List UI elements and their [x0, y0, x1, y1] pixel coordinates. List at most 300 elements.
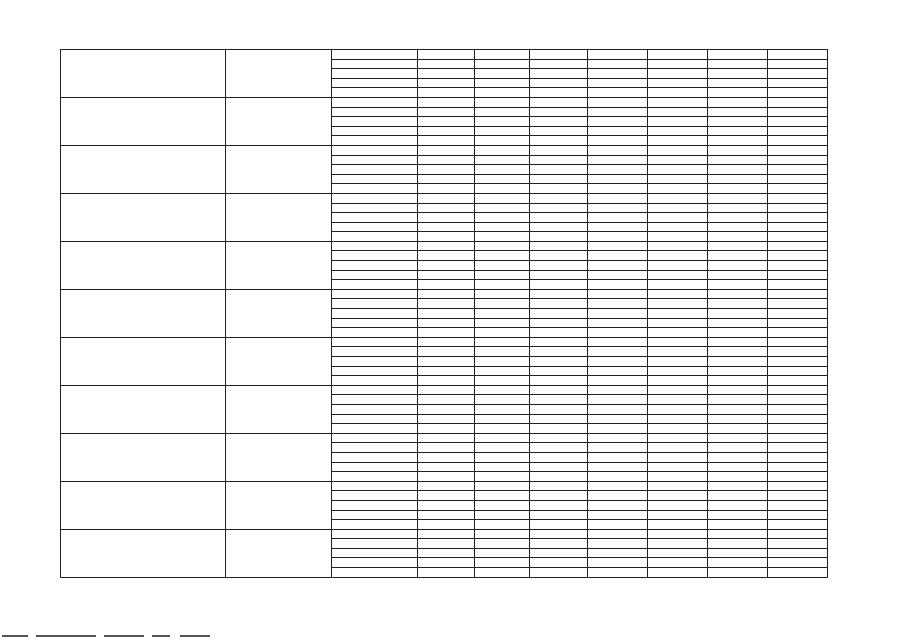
amount-cell	[418, 270, 475, 280]
funding-source	[332, 568, 418, 578]
amount-cell	[530, 59, 588, 69]
amount-cell	[768, 462, 828, 472]
table-row	[61, 481, 828, 491]
amount-cell	[708, 69, 768, 79]
amount-cell	[588, 366, 648, 376]
amount-cell	[648, 529, 708, 539]
amount-cell	[648, 357, 708, 367]
amount-cell	[418, 520, 475, 530]
amount-cell	[648, 337, 708, 347]
amount-cell	[475, 280, 530, 290]
amount-cell	[530, 136, 588, 146]
amount-cell	[475, 222, 530, 232]
amount-cell	[475, 107, 530, 117]
amount-cell	[708, 318, 768, 328]
funding-source	[332, 357, 418, 367]
amount-cell	[708, 548, 768, 558]
amount-cell	[648, 462, 708, 472]
amount-cell	[648, 88, 708, 98]
amount-cell	[648, 500, 708, 510]
amount-cell	[530, 251, 588, 261]
amount-cell	[768, 347, 828, 357]
amount-cell	[530, 126, 588, 136]
amount-cell	[418, 232, 475, 242]
amount-cell	[418, 309, 475, 319]
amount-cell	[588, 539, 648, 549]
funding-source	[332, 347, 418, 357]
amount-cell	[708, 337, 768, 347]
amount-cell	[588, 500, 648, 510]
amount-cell	[530, 414, 588, 424]
amount-cell	[648, 280, 708, 290]
amount-cell	[418, 107, 475, 117]
amount-cell	[588, 395, 648, 405]
amount-cell	[648, 165, 708, 175]
measure-description	[61, 145, 226, 193]
amount-cell	[475, 174, 530, 184]
funding-source	[332, 193, 418, 203]
amount-cell	[708, 261, 768, 271]
amount-cell	[475, 203, 530, 213]
amount-cell	[648, 117, 708, 127]
amount-cell	[648, 414, 708, 424]
amount-cell	[768, 59, 828, 69]
amount-cell	[768, 289, 828, 299]
amount-cell	[475, 193, 530, 203]
amount-cell	[418, 491, 475, 501]
amount-cell	[768, 232, 828, 242]
amount-cell	[530, 69, 588, 79]
amount-cell	[648, 299, 708, 309]
funding-source	[332, 558, 418, 568]
funding-source	[332, 318, 418, 328]
amount-cell	[588, 145, 648, 155]
amount-cell	[768, 241, 828, 251]
amount-cell	[648, 395, 708, 405]
amount-cell	[475, 117, 530, 127]
amount-cell	[475, 414, 530, 424]
amount-cell	[418, 548, 475, 558]
measure-description	[61, 193, 226, 241]
amount-cell	[418, 337, 475, 347]
amount-cell	[588, 174, 648, 184]
amount-cell	[708, 136, 768, 146]
amount-cell	[708, 193, 768, 203]
amount-cell	[768, 50, 828, 60]
amount-cell	[648, 270, 708, 280]
amount-cell	[708, 404, 768, 414]
amount-cell	[418, 126, 475, 136]
amount-cell	[418, 481, 475, 491]
amount-cell	[588, 241, 648, 251]
amount-cell	[648, 520, 708, 530]
table-row	[61, 241, 828, 251]
amount-cell	[648, 510, 708, 520]
amount-cell	[475, 539, 530, 549]
amount-cell	[768, 280, 828, 290]
amount-cell	[588, 443, 648, 453]
amount-cell	[768, 184, 828, 194]
amount-cell	[418, 472, 475, 482]
funding-source	[332, 261, 418, 271]
funding-source	[332, 309, 418, 319]
amount-cell	[708, 232, 768, 242]
funding-source	[332, 97, 418, 107]
table-row	[61, 97, 828, 107]
amount-cell	[648, 366, 708, 376]
amount-cell	[648, 59, 708, 69]
amount-cell	[588, 203, 648, 213]
amount-cell	[768, 165, 828, 175]
amount-cell	[418, 452, 475, 462]
measure-description	[61, 289, 226, 337]
amount-cell	[648, 347, 708, 357]
measure-description	[61, 241, 226, 289]
amount-cell	[768, 500, 828, 510]
amount-cell	[588, 261, 648, 271]
amount-cell	[648, 404, 708, 414]
funding-source	[332, 165, 418, 175]
amount-cell	[768, 318, 828, 328]
amount-cell	[475, 309, 530, 319]
amount-cell	[418, 184, 475, 194]
amount-cell	[475, 126, 530, 136]
amount-cell	[418, 424, 475, 434]
amount-cell	[475, 404, 530, 414]
funding-source	[332, 78, 418, 88]
funding-source	[332, 443, 418, 453]
amount-cell	[530, 385, 588, 395]
amount-cell	[588, 232, 648, 242]
amount-cell	[708, 433, 768, 443]
amount-cell	[475, 261, 530, 271]
amount-cell	[530, 404, 588, 414]
amount-cell	[475, 376, 530, 386]
amount-cell	[768, 452, 828, 462]
amount-cell	[475, 299, 530, 309]
amount-cell	[475, 145, 530, 155]
amount-cell	[588, 270, 648, 280]
amount-cell	[530, 88, 588, 98]
amount-cell	[588, 548, 648, 558]
amount-cell	[530, 568, 588, 578]
amount-cell	[475, 155, 530, 165]
amount-cell	[588, 165, 648, 175]
amount-cell	[530, 481, 588, 491]
amount-cell	[708, 222, 768, 232]
funding-source	[332, 452, 418, 462]
amount-cell	[708, 88, 768, 98]
amount-cell	[418, 328, 475, 338]
amount-cell	[768, 414, 828, 424]
amount-cell	[418, 357, 475, 367]
amount-cell	[418, 117, 475, 127]
amount-cell	[648, 491, 708, 501]
funding-source	[332, 126, 418, 136]
funding-source	[332, 88, 418, 98]
funding-source	[332, 280, 418, 290]
measure-description	[61, 337, 226, 385]
amount-cell	[530, 222, 588, 232]
amount-cell	[530, 500, 588, 510]
amount-cell	[475, 251, 530, 261]
amount-cell	[768, 539, 828, 549]
amount-cell	[708, 145, 768, 155]
amount-cell	[768, 174, 828, 184]
funding-source	[332, 376, 418, 386]
amount-cell	[475, 78, 530, 88]
amount-cell	[768, 337, 828, 347]
amount-cell	[768, 69, 828, 79]
amount-cell	[648, 539, 708, 549]
amount-cell	[418, 78, 475, 88]
amount-cell	[588, 136, 648, 146]
amount-cell	[530, 529, 588, 539]
amount-cell	[648, 136, 708, 146]
amount-cell	[418, 280, 475, 290]
amount-cell	[768, 155, 828, 165]
funding-source	[332, 155, 418, 165]
amount-cell	[768, 270, 828, 280]
amount-cell	[588, 337, 648, 347]
amount-cell	[588, 299, 648, 309]
responsible-executor	[226, 193, 332, 241]
amount-cell	[648, 222, 708, 232]
amount-cell	[648, 241, 708, 251]
amount-cell	[708, 309, 768, 319]
responsible-executor	[226, 481, 332, 529]
amount-cell	[708, 50, 768, 60]
amount-cell	[475, 337, 530, 347]
table-row	[61, 50, 828, 60]
amount-cell	[648, 472, 708, 482]
scan-footer-strip	[0, 634, 905, 640]
responsible-executor	[226, 433, 332, 481]
amount-cell	[708, 366, 768, 376]
table-row	[61, 145, 828, 155]
amount-cell	[588, 433, 648, 443]
amount-cell	[708, 568, 768, 578]
amount-cell	[588, 520, 648, 530]
amount-cell	[530, 97, 588, 107]
amount-cell	[418, 155, 475, 165]
amount-cell	[588, 404, 648, 414]
amount-cell	[475, 59, 530, 69]
amount-cell	[648, 126, 708, 136]
funding-source	[332, 136, 418, 146]
amount-cell	[530, 395, 588, 405]
amount-cell	[708, 126, 768, 136]
amount-cell	[530, 347, 588, 357]
amount-cell	[648, 385, 708, 395]
amount-cell	[708, 395, 768, 405]
funding-source	[332, 472, 418, 482]
amount-cell	[588, 50, 648, 60]
amount-cell	[530, 299, 588, 309]
amount-cell	[475, 347, 530, 357]
amount-cell	[588, 452, 648, 462]
amount-cell	[648, 203, 708, 213]
measure-description	[61, 50, 226, 98]
amount-cell	[418, 462, 475, 472]
funding-source	[332, 50, 418, 60]
amount-cell	[530, 558, 588, 568]
amount-cell	[418, 385, 475, 395]
amount-cell	[418, 376, 475, 386]
amount-cell	[768, 510, 828, 520]
amount-cell	[588, 481, 648, 491]
funding-source	[332, 500, 418, 510]
amount-cell	[530, 443, 588, 453]
amount-cell	[418, 50, 475, 60]
amount-cell	[768, 395, 828, 405]
amount-cell	[708, 500, 768, 510]
funding-source	[332, 366, 418, 376]
amount-cell	[475, 452, 530, 462]
amount-cell	[708, 280, 768, 290]
amount-cell	[768, 443, 828, 453]
amount-cell	[475, 433, 530, 443]
funding-source	[332, 117, 418, 127]
funding-source	[332, 203, 418, 213]
amount-cell	[768, 203, 828, 213]
amount-cell	[418, 529, 475, 539]
amount-cell	[648, 261, 708, 271]
amount-cell	[475, 558, 530, 568]
amount-cell	[588, 251, 648, 261]
amount-cell	[418, 165, 475, 175]
amount-cell	[648, 548, 708, 558]
amount-cell	[475, 443, 530, 453]
amount-cell	[708, 481, 768, 491]
funding-source	[332, 510, 418, 520]
amount-cell	[708, 117, 768, 127]
amount-cell	[708, 414, 768, 424]
amount-cell	[530, 424, 588, 434]
amount-cell	[588, 107, 648, 117]
funding-source	[332, 462, 418, 472]
amount-cell	[648, 78, 708, 88]
amount-cell	[475, 529, 530, 539]
amount-cell	[708, 539, 768, 549]
amount-cell	[530, 376, 588, 386]
amount-cell	[588, 462, 648, 472]
amount-cell	[588, 126, 648, 136]
measure-description	[61, 97, 226, 145]
amount-cell	[530, 232, 588, 242]
amount-cell	[768, 433, 828, 443]
budget-table	[60, 49, 828, 578]
amount-cell	[648, 251, 708, 261]
amount-cell	[708, 491, 768, 501]
funding-source	[332, 232, 418, 242]
amount-cell	[768, 193, 828, 203]
amount-cell	[768, 548, 828, 558]
amount-cell	[475, 462, 530, 472]
amount-cell	[530, 328, 588, 338]
amount-cell	[708, 155, 768, 165]
amount-cell	[530, 520, 588, 530]
amount-cell	[530, 337, 588, 347]
amount-cell	[768, 97, 828, 107]
amount-cell	[530, 203, 588, 213]
amount-cell	[588, 193, 648, 203]
amount-cell	[768, 261, 828, 271]
measure-description	[61, 529, 226, 577]
amount-cell	[475, 241, 530, 251]
amount-cell	[588, 289, 648, 299]
amount-cell	[418, 299, 475, 309]
amount-cell	[588, 424, 648, 434]
amount-cell	[418, 69, 475, 79]
amount-cell	[768, 107, 828, 117]
amount-cell	[708, 289, 768, 299]
funding-source	[332, 548, 418, 558]
amount-cell	[768, 424, 828, 434]
amount-cell	[708, 357, 768, 367]
amount-cell	[530, 213, 588, 223]
responsible-executor	[226, 241, 332, 289]
amount-cell	[648, 452, 708, 462]
amount-cell	[418, 203, 475, 213]
amount-cell	[588, 385, 648, 395]
amount-cell	[648, 328, 708, 338]
amount-cell	[648, 193, 708, 203]
amount-cell	[768, 309, 828, 319]
amount-cell	[475, 136, 530, 146]
amount-cell	[588, 69, 648, 79]
amount-cell	[768, 117, 828, 127]
amount-cell	[588, 376, 648, 386]
amount-cell	[648, 443, 708, 453]
amount-cell	[708, 385, 768, 395]
measure-description	[61, 385, 226, 433]
amount-cell	[530, 462, 588, 472]
funding-source	[332, 299, 418, 309]
table-row	[61, 337, 828, 347]
amount-cell	[588, 117, 648, 127]
amount-cell	[708, 299, 768, 309]
funding-source	[332, 529, 418, 539]
amount-cell	[768, 213, 828, 223]
amount-cell	[418, 395, 475, 405]
amount-cell	[768, 145, 828, 155]
table-row	[61, 193, 828, 203]
amount-cell	[648, 433, 708, 443]
responsible-executor	[226, 289, 332, 337]
amount-cell	[418, 318, 475, 328]
amount-cell	[588, 568, 648, 578]
amount-cell	[530, 261, 588, 271]
table-row	[61, 289, 828, 299]
amount-cell	[768, 328, 828, 338]
amount-cell	[530, 174, 588, 184]
funding-source	[332, 59, 418, 69]
amount-cell	[475, 491, 530, 501]
amount-cell	[708, 558, 768, 568]
responsible-executor	[226, 529, 332, 577]
amount-cell	[475, 472, 530, 482]
amount-cell	[418, 366, 475, 376]
amount-cell	[418, 347, 475, 357]
funding-source	[332, 289, 418, 299]
amount-cell	[530, 309, 588, 319]
amount-cell	[768, 472, 828, 482]
amount-cell	[648, 424, 708, 434]
amount-cell	[530, 491, 588, 501]
amount-cell	[418, 88, 475, 98]
amount-cell	[768, 558, 828, 568]
